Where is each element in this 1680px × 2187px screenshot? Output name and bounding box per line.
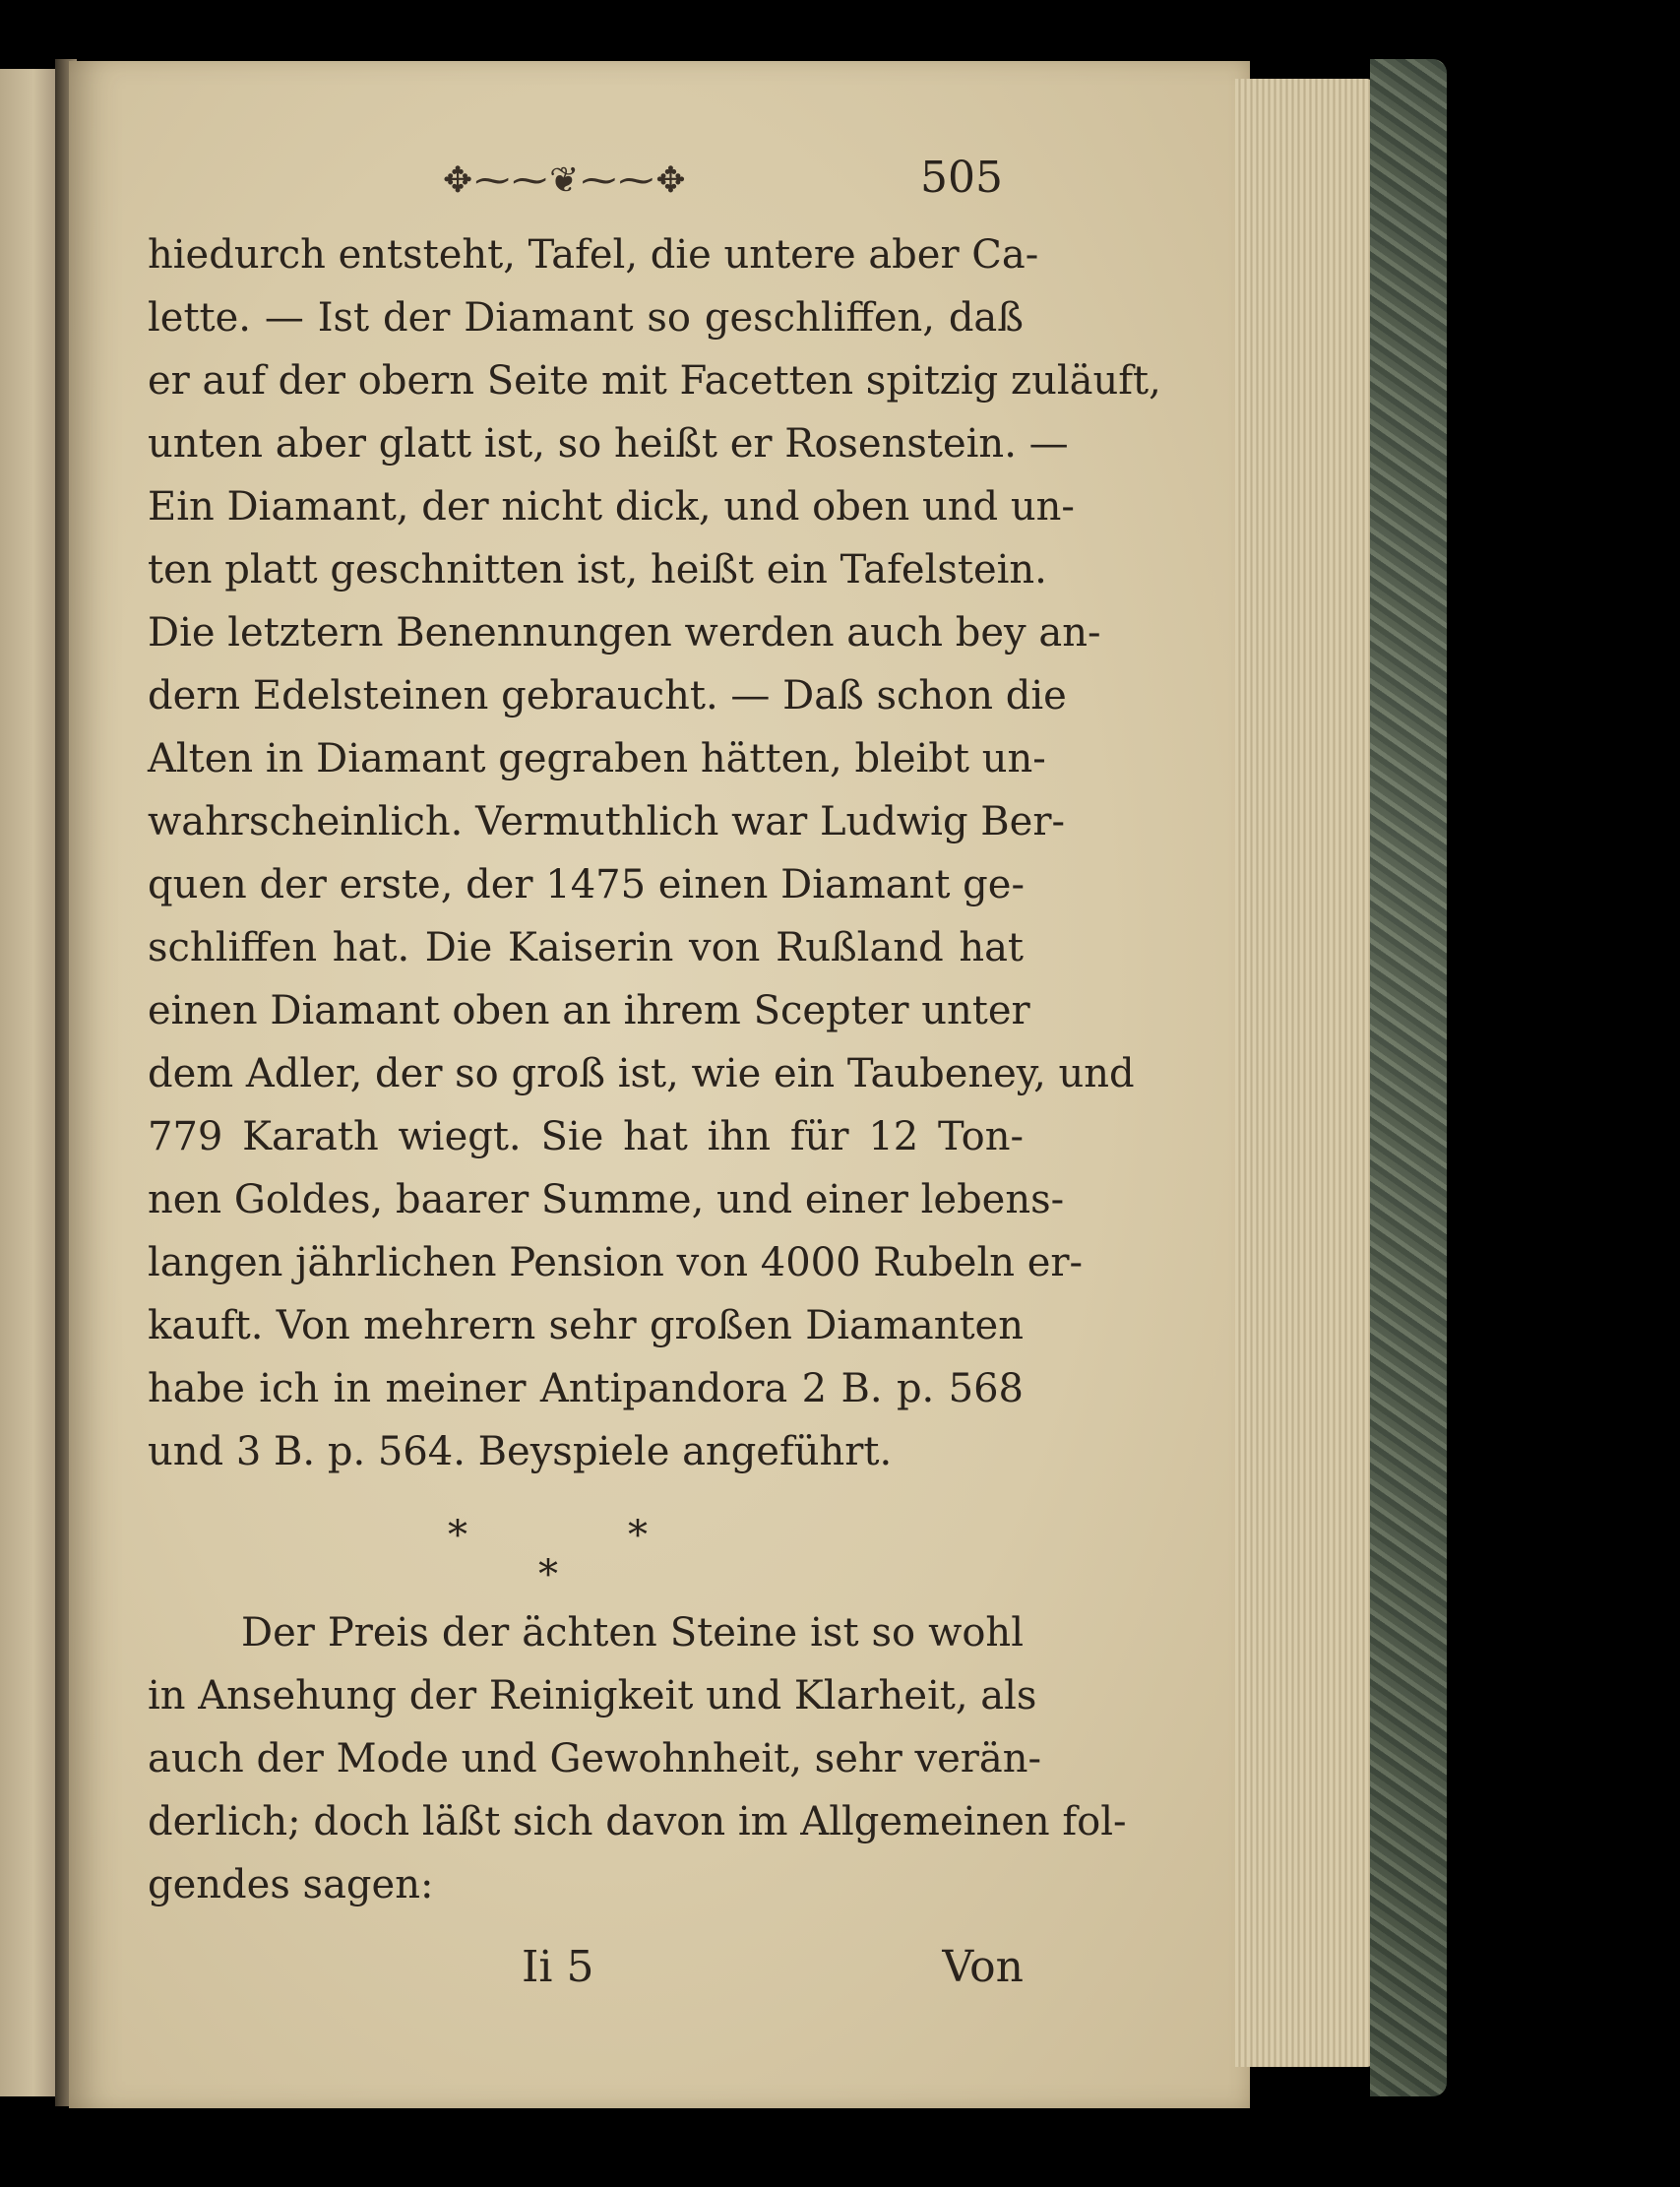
asterism-divider xyxy=(148,1483,1024,1601)
text-line: Ein Diamant, der nicht dick, und oben und un- xyxy=(148,484,1075,530)
text-line: und 3 B. p. 564. Beyspiele angeführt. xyxy=(148,1429,893,1474)
asterism-star: * xyxy=(628,1513,648,1558)
text-line: 779 Karath wiegt. Sie hat ihn für 12 Ton- xyxy=(148,1114,1024,1159)
text-line: auch der Mode und Gewohnheit, sehr verän- xyxy=(148,1736,1041,1781)
text-line: quen der erste, der 1475 einen Diamant ge- xyxy=(148,862,1025,907)
marbled-cover-board xyxy=(1370,59,1447,2096)
text-line: dem Adler, der so groß ist, wie ein Taubeney, und xyxy=(148,1051,1135,1096)
text-line: nen Goldes, baarer Summe, und einer lebens- xyxy=(148,1177,1065,1222)
text-line: wahrscheinlich. Vermuthlich war Ludwig Ber- xyxy=(148,799,1065,844)
text-line: dern Edelsteinen gebraucht. — Daß schon die xyxy=(148,673,1067,719)
page-text-block xyxy=(148,153,1161,2011)
page-number: 505 xyxy=(920,153,1003,203)
signature-mark: Ii 5 xyxy=(522,1942,594,1992)
facing-page-edge xyxy=(0,69,61,2096)
text-line: Der Preis der ächten Steine ist so wohl xyxy=(241,1610,1024,1656)
asterism-star: * xyxy=(448,1513,467,1558)
asterism-star: * xyxy=(538,1552,558,1597)
text-line: langen jährlichen Pension von 4000 Rubeln er- xyxy=(148,1240,1084,1285)
text-line: einen Diamant oben an ihrem Scepter unter xyxy=(148,988,1030,1033)
text-line: kauft. Von mehrern sehr großen Diamanten xyxy=(148,1303,1024,1348)
page-stack-edges xyxy=(1235,79,1373,2067)
text-line: in Ansehung der Reinigkeit und Klarheit, als xyxy=(148,1673,1037,1718)
paragraph-diamond-cuts xyxy=(148,223,1161,1483)
text-line: hiedurch entsteht, Tafel, die untere aber Ca- xyxy=(148,232,1039,278)
running-header xyxy=(148,153,1024,221)
page-footer xyxy=(148,1942,1024,2011)
text-line: derlich; doch läßt sich davon im Allgemeinen fol- xyxy=(148,1799,1127,1844)
catchword: Von xyxy=(942,1942,1024,1992)
text-line: ten platt geschnitten ist, heißt ein Tafelstein. xyxy=(148,547,1047,593)
text-line: lette. — Ist der Diamant so geschliffen, daß xyxy=(148,295,1024,341)
paragraph-stone-prices xyxy=(148,1601,1127,1916)
text-line: Alten in Diamant gegraben hätten, bleibt un- xyxy=(148,736,1046,781)
text-line: schliffen hat. Die Kaiserin von Rußland hat xyxy=(148,925,1024,970)
text-line: er auf der obern Seite mit Facetten spitzig zuläuft, xyxy=(148,358,1161,404)
text-line: unten aber glatt ist, so heißt er Rosenstein. — xyxy=(148,421,1069,467)
text-line: gendes sagen: xyxy=(148,1862,434,1907)
header-ornament: ✥⁓⁓❦⁓⁓✥ xyxy=(443,160,688,201)
text-line: Die letztern Benennungen werden auch bey an- xyxy=(148,610,1101,656)
text-line: habe ich in meiner Antipandora 2 B. p. 568 xyxy=(148,1366,1024,1411)
